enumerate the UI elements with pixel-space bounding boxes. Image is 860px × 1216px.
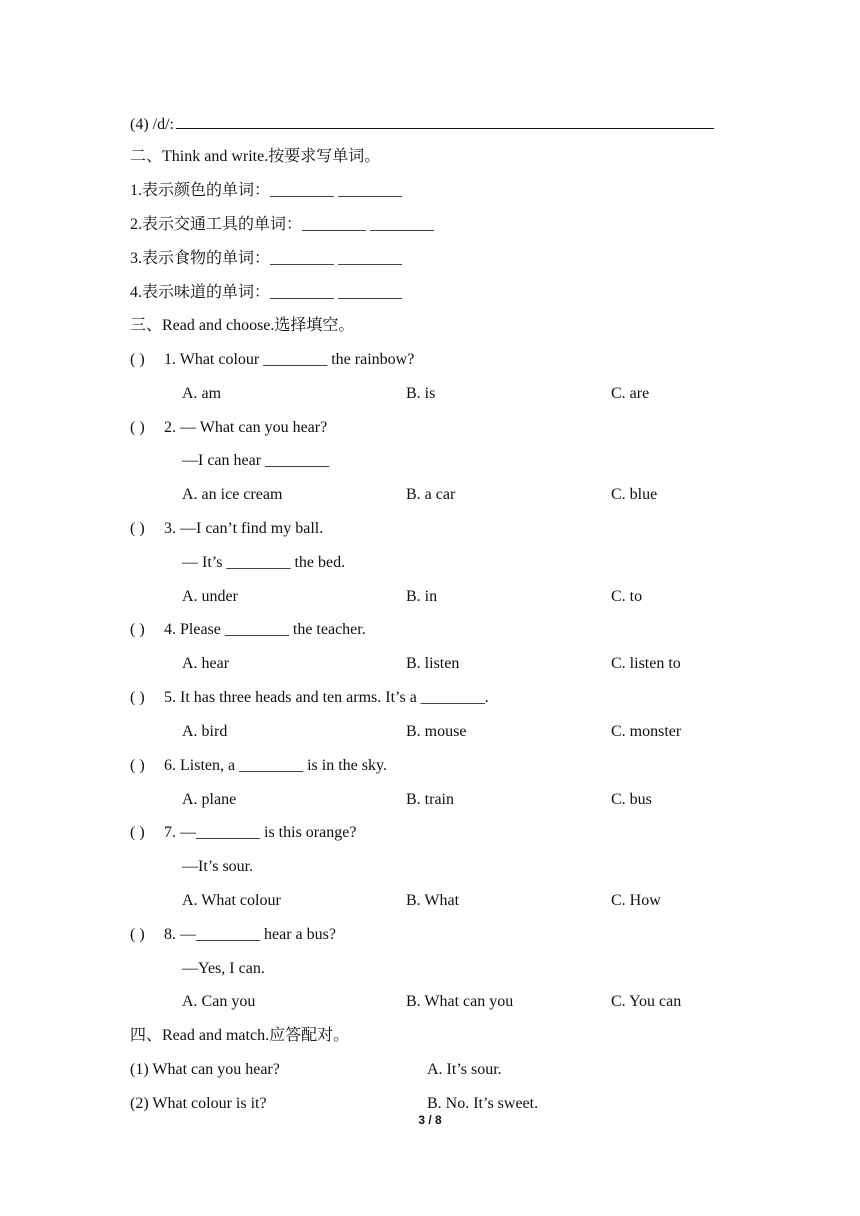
question-7: ( ) 7. —________ is this orange?	[130, 824, 357, 841]
q8-option-c: C. You can	[611, 993, 682, 1010]
answer-paren: ( )	[130, 351, 145, 368]
q8-line-2: —Yes, I can.	[182, 960, 265, 977]
q6-option-b: B. train	[406, 791, 454, 808]
answer-underline	[176, 114, 714, 129]
q4-option-b: B. listen	[406, 655, 460, 672]
q3-option-c: C. to	[611, 588, 643, 605]
q3-option-b: B. in	[406, 588, 438, 605]
q8-option-b: B. What can you	[406, 993, 514, 1010]
phonics-line-4: (4) /d/:	[130, 114, 714, 134]
q8-option-a: A. Can you	[182, 993, 256, 1010]
answer-paren: ( )	[130, 419, 145, 436]
q5-option-c: C. monster	[611, 723, 682, 740]
answer-paren: ( )	[130, 689, 145, 706]
q5-option-b: B. mouse	[406, 723, 467, 740]
match-left-1: (1) What can you hear?	[130, 1061, 280, 1078]
q2-option-c: C. blue	[611, 486, 658, 503]
q4-option-a: A. hear	[182, 655, 230, 672]
section4-title: 四、Read and match.应答配对。	[130, 1027, 350, 1044]
section2-item-2: 2.表示交通工具的单词：________ ________	[130, 216, 435, 233]
q1-option-a: A. am	[182, 385, 222, 402]
q7-option-b: B. What	[406, 892, 460, 909]
match-right-2: B. No. It’s sweet.	[427, 1095, 539, 1112]
question-8: ( ) 8. —________ hear a bus?	[130, 926, 336, 943]
section2-item-3: 3.表示食物的单词：________ ________	[130, 250, 403, 267]
answer-paren: ( )	[130, 520, 145, 537]
section2-item-4: 4.表示味道的单词：________ ________	[130, 284, 403, 301]
answer-paren: ( )	[130, 621, 145, 638]
q5-option-a: A. bird	[182, 723, 228, 740]
question-3: ( ) 3. —I can’t find my ball.	[130, 520, 324, 537]
q7-option-a: A. What colour	[182, 892, 281, 909]
q6-option-c: C. bus	[611, 791, 652, 808]
question-1: ( ) 1. What colour ________ the rainbow?	[130, 351, 415, 368]
match-left-2: (2) What colour is it?	[130, 1095, 267, 1112]
q1-option-b: B. is	[406, 385, 436, 402]
question-4: ( ) 4. Please ________ the teacher.	[130, 621, 366, 638]
question-6: ( ) 6. Listen, a ________ is in the sky.	[130, 757, 387, 774]
q3-line-2: — It’s ________ the bed.	[182, 554, 346, 571]
q2-option-a: A. an ice cream	[182, 486, 283, 503]
q2-option-b: B. a car	[406, 486, 456, 503]
q7-line-2: —It’s sour.	[182, 858, 254, 875]
section2-title: 二、Think and write.按要求写单词。	[130, 148, 381, 165]
page-number: 3 / 8	[418, 1113, 442, 1127]
q7-option-c: C. How	[611, 892, 661, 909]
question-5: ( ) 5. It has three heads and ten arms. It’s a ________.	[130, 689, 489, 706]
q3-option-a: A. under	[182, 588, 238, 605]
q6-option-a: A. plane	[182, 791, 237, 808]
match-right-1: A. It’s sour.	[427, 1061, 502, 1078]
q2-line-2: —I can hear ________	[182, 452, 330, 469]
section2-item-1: 1.表示颜色的单词：________ ________	[130, 182, 403, 199]
q1-option-c: C. are	[611, 385, 650, 402]
answer-paren: ( )	[130, 926, 145, 943]
answer-paren: ( )	[130, 824, 145, 841]
question-2: ( ) 2. — What can you hear?	[130, 419, 328, 436]
q4-option-c: C. listen to	[611, 655, 681, 672]
answer-paren: ( )	[130, 757, 145, 774]
section3-title: 三、Read and choose.选择填空。	[130, 317, 355, 334]
